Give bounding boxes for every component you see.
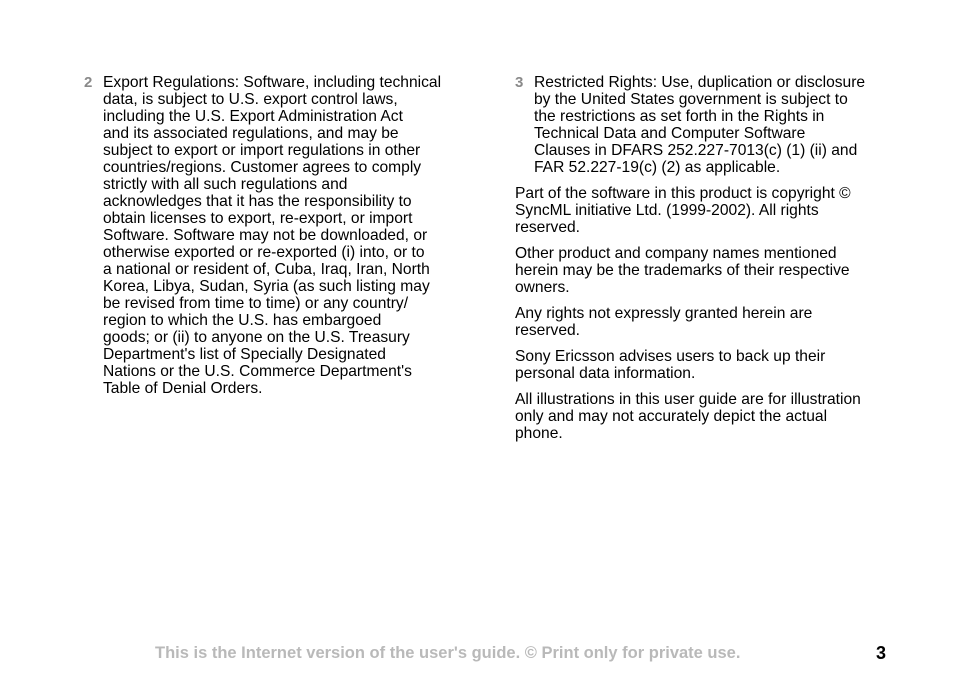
numbered-item-2	[84, 74, 460, 397]
restricted-rights-text: Restricted Rights: Use, duplication or disclosure by the United States government is subject to the restrictions as set forth in the Rights in Technical Data and Computer Software Clauses in DFARS 252.227-7013(c) (1) (ii) and FAR 52.227-19(c) (2) as applicable.	[534, 74, 866, 176]
rights-reserved-paragraph: Any rights not expressly granted herein are reserved.	[515, 305, 813, 339]
copyright-paragraph: Part of the software in this product is copyright © SyncML initiative Ltd. (1999-2002). All rights reserved.	[515, 185, 851, 236]
numbered-item-3	[515, 74, 895, 176]
trademarks-paragraph: Other product and company names mentioned herein may be the trademarks of their respective owners.	[515, 245, 850, 296]
illustrations-paragraph: All illustrations in this user guide are for illustration only and may not accurately depict the actual phone.	[515, 391, 861, 442]
page-number: 3	[876, 643, 887, 663]
right-column	[515, 74, 895, 442]
backup-advice-paragraph: Sony Ericsson advises users to back up their personal data information.	[515, 348, 826, 382]
footer-note: This is the Internet version of the user's guide. © Print only for private use.	[155, 644, 741, 662]
export-regulations-text: Export Regulations: Software, including technical data, is subject to U.S. export control laws, including the U.S. Export Administration Act and its associated regulations, and may be subject to export or import regulations in other countries/regions. Customer agrees to comply strictly with all such regulations and acknowledges that it has the responsibility to obtain licenses to export, re-export, or import Software. Software may not be downloaded, or otherwise exported or re-exported (i) into, or to a national or resident of, Cuba, Iraq, Iran, North Korea, Libya, Sudan, Syria (as such listing may be revised from time to time) or any country/ region to which the U.S. has embargoed goods; or (ii) to anyone on the U.S. Treasury Department's list of Specially Designated Nations or the U.S. Commerce Department's Table of Denial Orders.	[103, 74, 442, 397]
left-column	[84, 74, 460, 397]
item-number: 2	[84, 74, 93, 91]
item-number: 3	[515, 74, 524, 91]
